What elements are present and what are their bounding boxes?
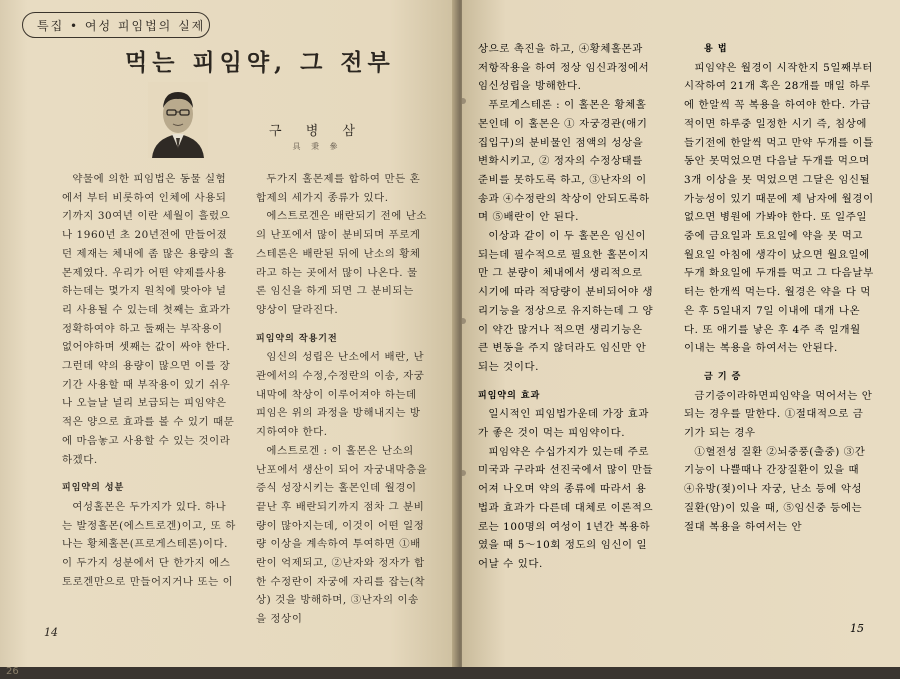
paragraph: 두가지 홀몬제를 합하여 만든 혼합제의 세가지 종류가 있다. <box>256 173 421 204</box>
paragraph: 금기증이라하면피임약을 먹어서는 안되는 경우를 말한다. ①절대적으로 금기가 되는 경우 <box>684 389 873 440</box>
column-2 <box>256 170 428 629</box>
paragraph: 에스트로겐은 배란되기 전에 난소의 난포에서 많이 분비되며 푸로게스테론은 배란된 뒤에 난소의 황체라고 하는 곳에서 많이 나온다. 물론 임신을 하게 되면 그 분비되는 양상이 달라진다. <box>256 210 428 316</box>
edge-number: 26 <box>6 666 19 677</box>
series-tag: 특집 • 여성 피임법의 실제 <box>22 12 210 38</box>
paragraph: 피임약은 월경이 시작한지 5일째부터 시작하여 21개 혹은 28개를 매일 하루에 한알씩 꼭 복용을 하여야 한다. 가급적이면 하루중 일정한 시기 즉, 침상에 들기전에 한알씩 먹고 만약 두개를 이틀동안 못먹었으면 다음날 두개를 먹으며 3개 이상을 못 먹었으면 그달은 임신될 가능성이 있기 때문에 제 남자에 월경이 없으면 병원에 가봐야 한다. 또 일주일중에 금요일과 토요일에 약을 못 먹고 월요일 아침에 생각이 났으면 월요일에 두개 화요일에 두개를 먹고 그 다음날부터는 한개씩 먹는다. 월경은 약을 다 먹은 후 5일내지 7일 이내에 대개 나온다. 또 애기를 낳은 후 4주 족 일개월 이내는 복용을 하여서는 안된다. <box>684 61 874 355</box>
section-heading: 피임약의 효과 <box>478 390 541 401</box>
column-1 <box>62 170 236 591</box>
section-heading: 피임약의 작용기전 <box>256 333 338 344</box>
paragraph: 여성홀몬은 두가지가 있다. 하나는 발정홀몬(에스트로겐)이고, 또 하나는 황체홀몬(프로게스테론)이다. 이 두가지 성분에서 단 한가지 에스토로겐만으로 만들어지거나 또는 이 <box>62 500 236 588</box>
column-4 <box>684 40 874 536</box>
page-number-left: 14 <box>44 626 58 639</box>
paragraph: 상으로 촉진을 하고, ④황체홀몬과 저항작용을 하여 정상 임신과정에서 임신성립을 방해한다. <box>478 43 650 93</box>
paragraph: 에스트로겐 : 이 홀몬은 난소의 난포에서 생산이 되어 자궁내막층을 증식 성장시키는 홀몬인데 월경이 끝난 후 배란되기까지 점차 그 분비량이 많아지는데, 이것이 어떤 일정량 이상을 계속하여 투여하면 ①배란이 억제되고, ②난자와 정자가 합한 수정란이 자궁에 자리를 잡는(착상) 것을 방해하며, ③난자의 이송을 정상이 <box>256 444 428 626</box>
section-heading: 금 기 증 <box>704 371 742 382</box>
author-photo <box>148 82 208 158</box>
paragraph: 임신의 성립은 난소에서 배란, 난관에서의 수정,수정란의 이송, 자궁내막에 착상이 이루어져야 하는데 피임은 위의 과정을 방해내지는 방지하여야 한다. <box>256 351 425 439</box>
paragraph: 이상과 같이 이 두 홀몬은 임신이 되는데 필수적으로 필요한 홀몬이지만 그 분량이 체내에서 생리적으로 시기에 따라 적당량이 분비되어야 생리기능을 정상으로 유지하는데 그 양이 약간 많거나 적으면 생리기능은 큰 변동을 주지 않더라도 임신만 안되는 것이다. <box>478 230 654 373</box>
paragraph: 푸로게스테론 : 이 홀몬은 황체홀몬인데 이 홀몬은 ① 자궁경관(애기집입구)의 분비물인 점액의 성상을 변화시키고, ② 정자의 수정상태를 준비를 못하도록 하고, ③난자의 이송과 ④수정란의 착상이 안되도록하며 ⑤배란이 안 된다. <box>478 99 650 224</box>
paragraph: 일시적인 피임법가운데 가장 효과가 좋은 것이 먹는 피임약이다. <box>478 408 650 440</box>
paragraph: 약물에 의한 피임법은 동물 실험에서 부터 비롯하여 인체에 사용되기까지 30여년 이란 세월이 흘렀으나 1960년 초 20년전에 만들어졌던 제재는 체내에 좀 많은 용량의 홀몬제였다. 우리가 어떤 약제를사용하는데는 몇가지 원칙에 맞아야 널리 사용될 수 있는데 첫째는 효과가 정확하여야 하고 둘째는 부작용이 없어야하며 셋째는 값이 싸야 한다. 그런데 약의 용량이 많으면 이를 장기간 사용할 때 부작용이 있기 쉬우나 오늘날 널리 보급되는 피임약은 적은 양으로 효과를 볼 수 있기 때문에 마음놓고 사용할 수 있는 것이라 하겠다. <box>62 173 235 466</box>
page-edge <box>0 667 900 679</box>
page-number-right: 15 <box>850 622 864 635</box>
article-headline: 먹는 피임약, 그 전부 <box>125 49 395 76</box>
column-3 <box>478 40 654 574</box>
paragraph: ①혈전성 질환 ②뇌중풍(출중) ③간기능이 나쁠때나 간장질환이 있을 때 ④유방(젖)이나 자궁, 난소 등에 악성 질환(암)이 있을 때, ⑤임신중 등에는 절대 복용을 하여서는 안 <box>684 445 866 533</box>
author-byline <box>262 120 372 152</box>
binding-hole <box>462 470 466 476</box>
paragraph: 피임약은 수십가지가 있는데 주로 미국과 구라파 선진국에서 많이 만들어져 나오며 약의 종류에 따라서 용법과 효과가 다른데 대체로 이론적으로는 100명의 여성이 1년간 복용하였을 때 5～10회 정도의 임신이 일어날 수 있다. <box>478 445 654 570</box>
section-heading: 용 법 <box>704 44 728 54</box>
binding-hole <box>462 98 466 104</box>
section-heading: 피임약의 성분 <box>62 483 125 494</box>
author-affiliation: 具 秉 參 <box>292 142 342 151</box>
binding-hole <box>462 318 466 324</box>
author-name: 구 병 삼 <box>269 124 365 139</box>
